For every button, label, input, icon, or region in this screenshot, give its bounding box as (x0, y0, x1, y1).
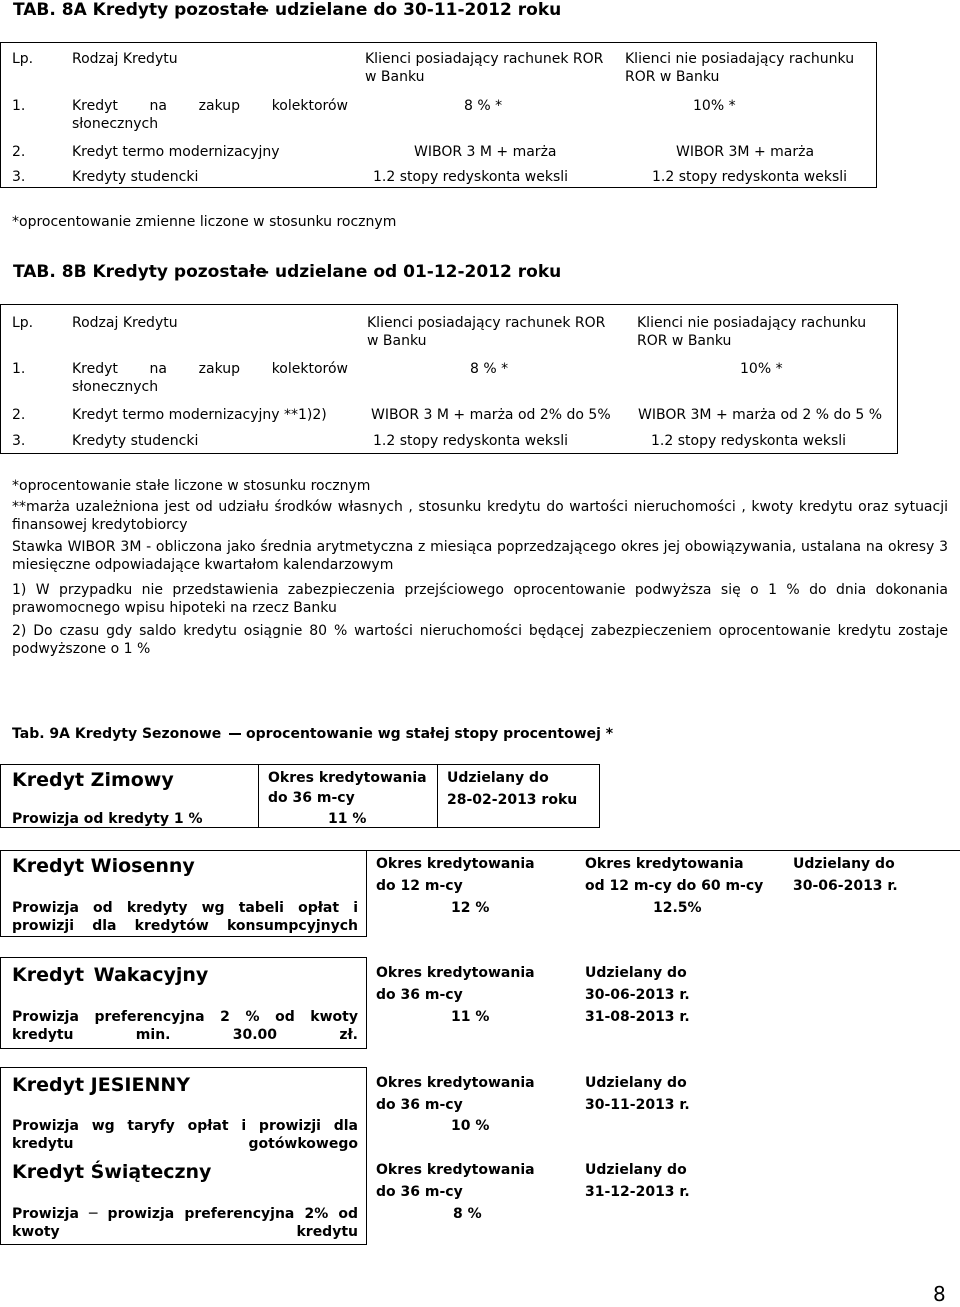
t8a-row3-nror: 1.2 stopy redyskonta weksli (652, 169, 848, 185)
wakacyjny-okres: Okres kredytowania (376, 965, 535, 981)
wiosenny-prowizja: Prowizja od kredyty wg tabeli opłat i prowizji dla kredytów konsumpcyjnych (12, 900, 358, 934)
t8a-header-nror: Klienci nie posiadający rachunku ROR w Banku (625, 51, 855, 85)
zimowy-okres-val: do 36 m-cy (268, 790, 355, 806)
t8b-row3-lp: 3. (12, 433, 26, 449)
zimowy-name: Kredyt Zimowy (12, 769, 174, 791)
t8b-note-3: 1) W przypadku nie przedstawienia zabezpieczenia przejściowego oprocentowanie podwyższa się o 1 % do dnia dokonania prawomocnego wpisu hipoteki na rzecz Banku (12, 582, 948, 616)
t8b-note-1: *oprocentowanie stałe liczone w stosunku rocznym (12, 478, 371, 494)
t8b-row1-nror: 10% * (740, 361, 783, 377)
jesienny-prowizja: Prowizja wg taryfy opłat i prowizji dla kredytu gotówkowego (12, 1118, 358, 1152)
jesienny-okres-val: do 36 m-cy (376, 1097, 463, 1113)
t8b-header-rodzaj: Rodzaj Kredytu (72, 315, 178, 331)
t8a-header-rodzaj: Rodzaj Kredytu (72, 51, 178, 67)
t8b-row1-ror: 8 % * (470, 361, 509, 377)
zimowy-prowizja: Prowizja od kredyty 1 % (12, 811, 203, 827)
t8a-row1-lp: 1. (12, 98, 26, 114)
t8a-subtitle: - udzielane do 30-11-2012 roku (262, 0, 562, 20)
t8a-note: *oprocentowanie zmienne liczone w stosunku rocznym (12, 214, 397, 230)
wiosenny-name: Kredyt Wiosenny (12, 855, 195, 877)
zimowy-rate: 11 % (328, 811, 367, 827)
wakacyjny-okres-val: do 36 m-cy (376, 987, 463, 1003)
t8a-row2-lp: 2. (12, 144, 26, 160)
wiosenny-okres2: Okres kredytowania (585, 856, 744, 872)
t8b-row3-name: Kredyty studencki (72, 433, 199, 449)
t9a-subtitle: oprocentowanie wg stałej stopy procentowej * (246, 726, 614, 742)
swiateczny-okres-val: do 36 m-cy (376, 1184, 463, 1200)
t8a-header-ror: Klienci posiadający rachunek ROR w Banku (365, 51, 604, 85)
jesienny-udz-val: 30-11-2013 r. (585, 1097, 690, 1113)
swiateczny-prowizja: Prowizja ─ prowizja preferencyjna 2% od kwoty kredytu (12, 1206, 358, 1240)
swiateczny-okres: Okres kredytowania (376, 1162, 535, 1178)
t8b-note-wibor: Stawka WIBOR 3M - obliczona jako średnia arytmetyczna z miesiąca poprzedzającego okres jej obowiązywania, ustalana na okresy 3 miesięczne odpowiadające kwartałom kalendarzowym (12, 539, 948, 573)
t8a-row3-lp: 3. (12, 169, 26, 185)
t8b-title: TAB. 8B Kredyty pozostałe (13, 262, 267, 282)
t8a-row2-nror: WIBOR 3M + marża (676, 144, 815, 160)
t8a-row1-nror: 10% * (693, 98, 736, 114)
t8b-header-nror: Klienci nie posiadający rachunku ROR w Banku (637, 315, 867, 349)
t8b-row1-name: Kredyt na zakup kolektorów słonecznych (72, 361, 348, 395)
t8b-row2-name: Kredyt termo modernizacyjny **1)2) (72, 407, 327, 423)
t8a-row1-ror: 8 % * (464, 98, 503, 114)
swiateczny-name: Kredyt Świąteczny (12, 1161, 212, 1183)
t9a-title: Tab. 9A Kredyty Sezonowe (12, 726, 222, 742)
wiosenny-okres1: Okres kredytowania (376, 856, 535, 872)
t8b-row2-ror: WIBOR 3 M + marża od 2% do 5% (371, 407, 611, 423)
jesienny-name: Kredyt JESIENNY (12, 1074, 191, 1096)
t8b-row2-lp: 2. (12, 407, 26, 423)
t8b-header-lp: Lp. (12, 315, 34, 331)
wakacyjny-prowizja: Prowizja preferencyjna 2 % od kwoty kredytu min. 30.00 zł. (12, 1009, 358, 1043)
t8a-row1-name: Kredyt na zakup kolektorów słonecznych (72, 98, 348, 132)
wiosenny-udz: Udzielany do (793, 856, 895, 872)
wiosenny-okres1-val: do 12 m-cy (376, 878, 463, 894)
t8a-row3-ror: 1.2 stopy redyskonta weksli (373, 169, 569, 185)
t8a-row3-name: Kredyty studencki (72, 169, 199, 185)
wakacyjny-rate: 11 % (451, 1009, 490, 1025)
wiosenny-udz-val: 30-06-2013 r. (793, 878, 898, 894)
t8a-row2-ror: WIBOR 3 M + marża (414, 144, 557, 160)
t8b-subtitle: - udzielane od 01-12-2012 roku (262, 262, 562, 282)
jesienny-rate: 10 % (451, 1118, 490, 1134)
t8a-header-lp: Lp. (12, 51, 34, 67)
zimowy-udz-val: 28-02-2013 roku (447, 792, 578, 808)
t8b-header-ror: Klienci posiadający rachunek ROR w Banku (367, 315, 606, 349)
wakacyjny-udz: Udzielany do (585, 965, 687, 981)
wakacyjny-name: Kredyt Wakacyjny (12, 964, 209, 986)
t8a-row2-name: Kredyt termo modernizacyjny (72, 144, 280, 160)
zimowy-udz: Udzielany do (447, 770, 549, 786)
wiosenny-rate2: 12.5% (653, 900, 702, 916)
t8b-row3-nror: 1.2 stopy redyskonta weksli (651, 433, 847, 449)
wiosenny-okres2-val: od 12 m-cy do 60 m-cy (585, 878, 764, 894)
swiateczny-udz-val: 31-12-2013 r. (585, 1184, 690, 1200)
swiateczny-udz: Udzielany do (585, 1162, 687, 1178)
page-number: 8 (933, 1282, 946, 1306)
jesienny-udz: Udzielany do (585, 1075, 687, 1091)
zimowy-okres: Okres kredytowania (268, 770, 427, 786)
wakacyjny-udz-val2: 31-08-2013 r. (585, 1009, 690, 1025)
t8b-row3-ror: 1.2 stopy redyskonta weksli (373, 433, 569, 449)
wiosenny-rate1: 12 % (451, 900, 490, 916)
wakacyjny-udz-val1: 30-06-2013 r. (585, 987, 690, 1003)
t8b-note-2: **marża uzależniona jest od udziału środków własnych , stosunku kredytu do wartości nieruchomości , kwoty kredytu oraz sytuacji finansowej kredytobiorcy (12, 499, 948, 533)
t8b-row1-lp: 1. (12, 361, 26, 377)
t8b-note-4: 2) Do czasu gdy saldo kredytu osiągnie 80 % wartości nieruchomości będącej zabezpieczeniem oprocentowanie kredytu zostaje podwyższone o 1 % (12, 623, 948, 657)
t8b-row2-nror: WIBOR 3M + marża od 2 % do 5 % (638, 407, 883, 423)
swiateczny-rate: 8 % (453, 1206, 482, 1222)
jesienny-okres: Okres kredytowania (376, 1075, 535, 1091)
t8a-title: TAB. 8A Kredyty pozostałe (13, 0, 268, 20)
